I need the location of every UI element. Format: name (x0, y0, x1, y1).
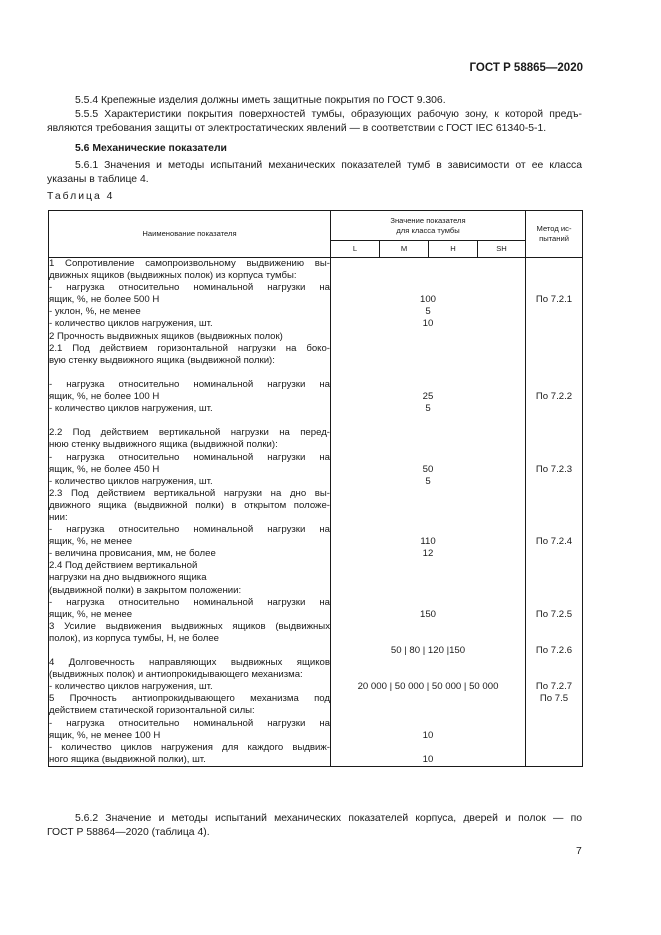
value-line (331, 669, 525, 681)
method-line (526, 585, 582, 597)
value-line (331, 379, 525, 391)
indicator-line: - величина провисания, мм, не более (49, 548, 216, 560)
method-line (526, 524, 582, 536)
method-line (526, 669, 582, 681)
method-line (526, 355, 582, 367)
indicator-line: 3 Усилие выдвижения выдвижных ящиков (выдвижных (49, 620, 330, 632)
indicator-line: нии: (49, 511, 68, 523)
value-line (331, 742, 525, 754)
method-line (526, 621, 582, 633)
method-line (526, 572, 582, 584)
value-line: 150 (420, 608, 437, 620)
value-line: 50 | 80 | 120 |150 (390, 645, 466, 656)
header-class-m: M (380, 241, 429, 258)
indicator-line: ящик, %, не более 100 Н (49, 391, 160, 403)
indicator-line: - нагрузка относительно номинальной нагрузки на (49, 524, 330, 536)
header-class-l: L (331, 241, 380, 258)
value-line (331, 331, 525, 343)
method-line (526, 476, 582, 488)
method-line (526, 439, 582, 451)
method-line: По 7.2.2 (535, 391, 573, 403)
value-line (331, 657, 525, 669)
section-heading: 5.6 Механические показатели (75, 143, 227, 154)
method-line (526, 730, 582, 742)
indicator-line: ящик, %, не более 500 Н (49, 294, 160, 306)
indicator-descriptions (49, 258, 331, 767)
value-line: 12 (422, 548, 434, 560)
header-class-sh: SH (478, 241, 526, 258)
paragraph-5-5-5-line1: 5.5.5 Характеристики покрытия поверхностей тумбы, образующих рабочую зону, к которой предъ- (75, 109, 582, 120)
document-standard-number: ГОСТ Р 58865—2020 (469, 62, 583, 74)
indicator-line: - нагрузка относительно номинальной нагрузки на (49, 596, 330, 608)
value-line (331, 439, 525, 451)
method-line (526, 258, 582, 270)
paragraph-5-6-1-line1: 5.6.1 Значения и методы испытаний механических показателей тумб в зависимости от ее класса (75, 160, 582, 171)
value-line: 10 (422, 729, 434, 741)
value-line: 110 (420, 536, 436, 548)
paragraph-5-5-5-line2: являются требования защиты от электростатических явлений — в соответствии с ГОСТ IEC 61340-5-1. (47, 123, 547, 134)
indicator-line: 2.3 Под действием вертикальной нагрузки на дно вы- (49, 487, 330, 499)
method-line (526, 500, 582, 512)
value-line (331, 597, 525, 609)
method-line (526, 548, 582, 560)
method-line (526, 705, 582, 717)
indicator-line: - нагрузка относительно номинальной нагрузки на (49, 282, 330, 294)
table-caption: Таблица 4 (47, 191, 115, 202)
indicator-line: движного ящика (выдвижной полки) в открытом положе- (49, 499, 330, 511)
method-line (526, 512, 582, 524)
method-line (526, 367, 582, 379)
value-line (331, 621, 525, 633)
indicator-line: - количество циклов нагружения для каждого выдвиж- (49, 741, 330, 753)
value-line (331, 258, 525, 270)
indicator-line: ящик, %, не менее (49, 536, 133, 548)
value-line: 100 (420, 294, 437, 306)
indicator-line (49, 415, 330, 427)
method-line (526, 318, 582, 330)
method-line (526, 452, 582, 464)
value-line (331, 633, 525, 645)
value-line (331, 524, 525, 536)
method-line (526, 427, 582, 439)
indicator-line: вую стенку выдвижного ящика (выдвижной полки): (49, 354, 275, 366)
value-line (331, 343, 525, 355)
method-line (526, 306, 582, 318)
method-line (526, 560, 582, 572)
value-line (331, 500, 525, 512)
indicator-line: 5 Прочность антиопрокидывающего механизма под (49, 693, 330, 705)
indicator-line: - количество циклов нагружения, шт. (49, 475, 213, 487)
value-line (331, 572, 525, 584)
method-line: По 7.2.7 (535, 681, 573, 693)
paragraph-5-5-4: 5.5.4 Крепежные изделия должны иметь защитные покрытия по ГОСТ 9.306. (75, 95, 446, 106)
value-line: 25 (422, 391, 434, 403)
mechanical-properties-table (48, 210, 583, 767)
paragraph-5-6-2-line1: 5.6.2 Значение и методы испытаний механических показателей корпуса, дверей и полок — по (75, 813, 582, 824)
method-line: По 7.2.3 (535, 463, 573, 475)
header-class-h: H (429, 241, 478, 258)
indicator-line (49, 367, 330, 379)
value-line (331, 367, 525, 379)
method-line (526, 488, 582, 500)
method-line (526, 415, 582, 427)
indicator-line: нюю стенку выдвижного ящика (выдвижной полки): (49, 439, 278, 451)
method-line: По 7.2.1 (535, 294, 573, 306)
indicator-values (331, 258, 526, 767)
method-line (526, 270, 582, 282)
value-line (331, 270, 525, 282)
method-line (526, 331, 582, 343)
value-line (331, 585, 525, 597)
value-line: 20 000 | 50 000 | 50 000 | 50 000 (357, 681, 499, 693)
indicator-line: нагрузки на дно выдвижного ящика (49, 572, 207, 584)
method-line (526, 403, 582, 415)
method-line (526, 657, 582, 669)
indicator-line: 2.2 Под действием вертикальной нагрузки на перед- (49, 427, 330, 439)
indicator-line: - нагрузка относительно номинальной нагрузки на (49, 451, 330, 463)
method-line: По 7.2.4 (535, 536, 573, 548)
value-line (331, 718, 525, 730)
header-value: Значение показателя для класса тумбы (331, 211, 526, 241)
value-line: 50 (422, 463, 434, 475)
method-line (526, 282, 582, 294)
method-line: По 7.2.5 (535, 608, 573, 620)
paragraph-5-6-2-line2: ГОСТ Р 58864—2020 (таблица 4). (47, 827, 210, 838)
method-line (526, 633, 582, 645)
method-line: По 7.2.6 (535, 645, 573, 656)
value-line (331, 282, 525, 294)
indicator-line: 2.4 Под действием вертикальной (49, 560, 198, 572)
paragraph-5-6-1-line2: указаны в таблице 4. (47, 174, 149, 185)
value-line (331, 693, 525, 705)
indicator-line: - нагрузка относительно номинальной нагрузки на (49, 717, 330, 729)
indicator-line: действием статической горизонтальной силы: (49, 705, 255, 717)
indicator-line: ящик, %, не более 450 Н (49, 463, 160, 475)
value-line (331, 427, 525, 439)
page-number: 7 (576, 846, 582, 857)
indicator-line: ящик, %, не менее 100 Н (49, 729, 161, 741)
value-line (331, 560, 525, 572)
value-line (331, 355, 525, 367)
value-line (331, 452, 525, 464)
value-line: 10 (422, 318, 434, 330)
method-line (526, 754, 582, 766)
value-line (331, 512, 525, 524)
indicator-line: (выдвижной полки) в закрытом положении: (49, 584, 242, 596)
indicator-line: ного ящика (выдвижной полки), шт. (49, 753, 206, 765)
indicator-line: полок), из корпуса тумбы, Н, не более (49, 632, 220, 644)
test-methods (526, 258, 583, 767)
indicator-line: 4 Долговечность направляющих выдвижных ящиков (49, 657, 330, 669)
value-line: 5 (425, 475, 431, 487)
method-line (526, 597, 582, 609)
indicator-line: движных ящиков (выдвижных полок) из корпуса тумбы: (49, 270, 297, 282)
method-line (526, 742, 582, 754)
value-line (331, 488, 525, 500)
indicator-line (49, 645, 330, 657)
value-line: 10 (422, 753, 434, 765)
header-method: Метод ис- пытаний (526, 211, 583, 258)
indicator-line: - уклон, %, не менее (49, 306, 141, 318)
indicator-line: ящик, %, не менее (49, 608, 133, 620)
indicator-line: - количество циклов нагружения, шт. (49, 403, 213, 415)
method-line (526, 379, 582, 391)
value-line: 5 (425, 403, 431, 415)
method-line: По 7.5 (539, 693, 569, 705)
indicator-line: - нагрузка относительно номинальной нагрузки на (49, 378, 330, 390)
indicator-line: 1 Сопротивление самопроизвольному выдвижению вы- (49, 258, 330, 269)
value-line: 5 (425, 306, 431, 318)
method-line (526, 718, 582, 730)
value-line (331, 415, 525, 427)
indicator-line: 2.1 Под действием горизонтальной нагрузки на боко- (49, 342, 330, 354)
indicator-line: - количество циклов нагружения, шт. (49, 318, 213, 330)
indicator-line: (выдвижных полок) и антиопрокидывающего механизма: (49, 669, 303, 681)
header-indicator-name: Наименование показателя (49, 211, 331, 258)
indicator-line: - количество циклов нагружения, шт. (49, 681, 213, 693)
value-line (331, 705, 525, 717)
method-line (526, 343, 582, 355)
indicator-line: 2 Прочность выдвижных ящиков (выдвижных полок) (49, 330, 283, 342)
